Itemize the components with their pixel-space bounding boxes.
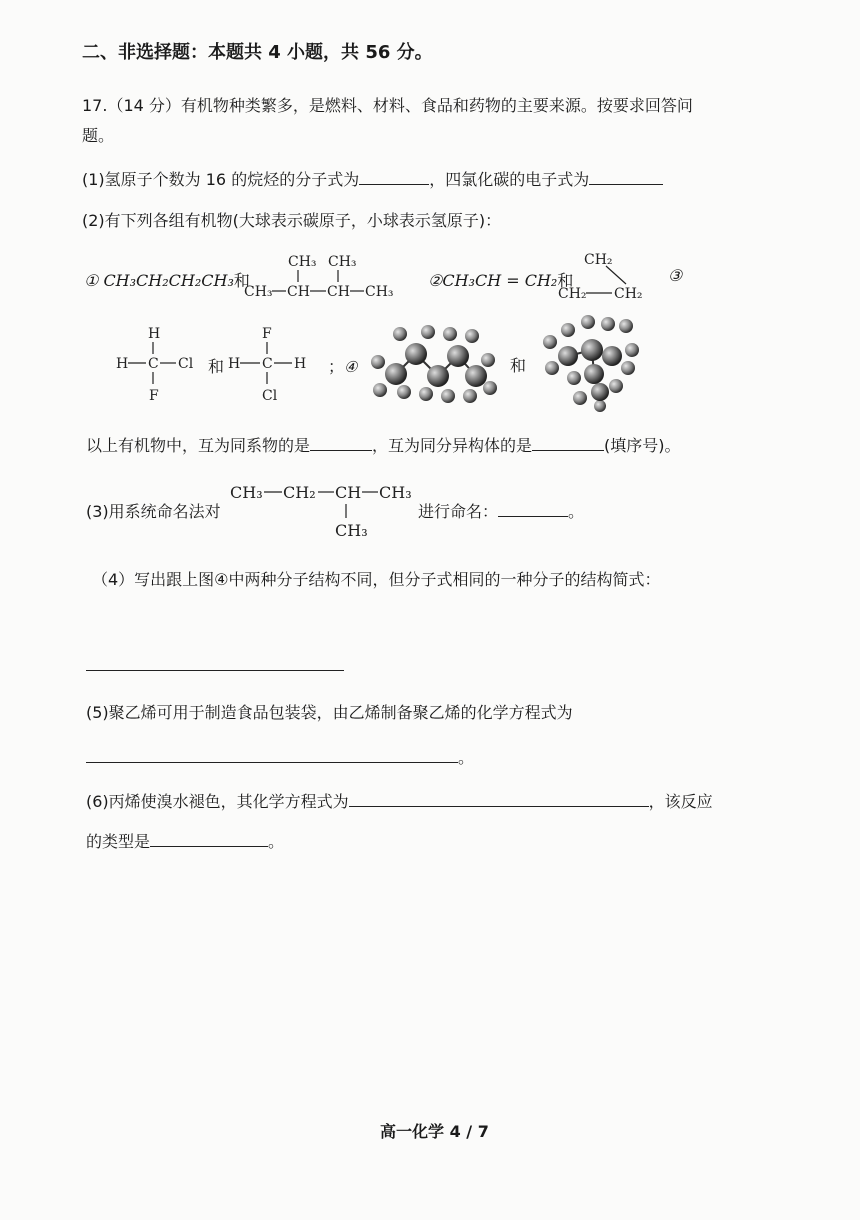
- g2-top: CH₂: [584, 252, 613, 268]
- g3m2-bottom: Cl: [262, 388, 278, 404]
- g3m1-right: Cl: [178, 356, 194, 372]
- q17-part3-text: (3)用系统命名法对: [86, 502, 221, 521]
- q17-intro-line2: 题。: [82, 126, 115, 145]
- h-atom: [421, 325, 435, 339]
- h-atom: [573, 391, 587, 405]
- g3m1-bottom: F: [149, 388, 159, 404]
- g1-branch2: CH₃: [328, 254, 357, 270]
- part6-end: 。: [268, 832, 285, 851]
- group4-number: ④: [344, 358, 358, 376]
- g3m1-left: H: [116, 356, 129, 372]
- c-atom: [581, 339, 603, 361]
- answer-blank-reaction-type[interactable]: [150, 832, 268, 847]
- h-atom: [621, 361, 635, 375]
- h-atom: [609, 379, 623, 393]
- g3m1-top: H: [148, 326, 161, 342]
- h-atom: [397, 385, 411, 399]
- c-atom: [465, 365, 487, 387]
- h-atom: [545, 361, 559, 375]
- g2-left: CH₂: [558, 286, 587, 302]
- part6-text: (6)丙烯使溴水褪色，其化学方程式为: [86, 792, 349, 811]
- c-atom: [602, 346, 622, 366]
- ball-model-2: [538, 312, 642, 412]
- h-atom: [463, 389, 477, 403]
- p3-c3: CH: [335, 483, 362, 502]
- h-atom: [567, 371, 581, 385]
- h-atom: [441, 389, 455, 403]
- group4-sep: ；: [328, 357, 345, 376]
- q17-part1: [82, 170, 663, 190]
- h-atom: [393, 327, 407, 341]
- answer-blank-systematic-name[interactable]: [498, 502, 568, 517]
- q17-part5-text: (5)聚乙烯可用于制造食品包装袋，由乙烯制备聚乙烯的化学方程式为: [86, 703, 573, 722]
- answer-blank-ccl4-electron-formula[interactable]: [589, 170, 663, 185]
- p3-c1: CH₃: [230, 483, 263, 502]
- h-atom: [619, 319, 633, 333]
- p3-c4: CH₃: [379, 483, 412, 502]
- q17-part3-answer: [418, 502, 584, 522]
- q17-intro-line1: 17.（14 分）有机物种类繁多，是燃料、材料、食品和药物的主要来源。按要求回答问: [82, 96, 693, 115]
- answer-line-part4[interactable]: [86, 670, 344, 671]
- q17-part4-text: （4）写出跟上图④中两种分子结构不同，但分子式相同的一种分子的结构简式：: [92, 570, 661, 589]
- c-atom: [558, 346, 578, 366]
- group4-and: 和: [510, 356, 527, 375]
- page-footer: 高一化学 4 / 7: [380, 1122, 489, 1141]
- ball-model-1: [364, 320, 504, 410]
- p3-c2: CH₂: [283, 483, 316, 502]
- p3-branch: CH₃: [335, 521, 368, 540]
- part2-answer-a: 以上有机物中，互为同系物的是: [86, 436, 311, 455]
- h-atom: [561, 323, 575, 337]
- q17-part2: (2)有下列各组有机物(大球表示碳原子，小球表示氢原子)：: [82, 211, 502, 230]
- q17-part2-answer: [86, 436, 681, 456]
- h-atom: [625, 343, 639, 357]
- group1-branched-structure: [240, 248, 400, 308]
- h-atom: [481, 353, 495, 367]
- h-atom: [581, 315, 595, 329]
- h-atom: [594, 400, 606, 412]
- h-atom: [483, 381, 497, 395]
- c-atom: [405, 343, 427, 365]
- answer-blank-isomers[interactable]: [532, 436, 604, 451]
- part3-structure: [228, 478, 418, 544]
- part1-mid: ，四氯化碳的电子式为: [429, 170, 590, 189]
- part3-after: 进行命名：: [418, 502, 499, 521]
- part2-answer-c: (填序号)。: [604, 436, 681, 455]
- group3-molecule1: [112, 322, 202, 404]
- g3m2-top: F: [262, 326, 272, 342]
- g3m2-right: H: [294, 356, 307, 372]
- g1-branch1: CH₃: [288, 254, 317, 270]
- h-atom: [419, 387, 433, 401]
- g1-chain-left: CH₃: [244, 284, 273, 300]
- c-atom: [447, 345, 469, 367]
- group3-number: ③: [667, 266, 683, 285]
- group2-formula: CH₃CH = CH₂: [442, 271, 558, 290]
- c-atom: [385, 363, 407, 385]
- group2-and: 和: [557, 271, 574, 290]
- g1-chain-c2: CH: [327, 284, 350, 300]
- h-atom: [443, 327, 457, 341]
- g3m2-center: C: [262, 356, 273, 372]
- answer-blank-homologs[interactable]: [310, 436, 372, 451]
- group2-formula-line: [428, 268, 573, 291]
- part1-text: (1)氢原子个数为 16 的烷烃的分子式为: [82, 170, 360, 189]
- h-atom: [373, 383, 387, 397]
- h-atom: [371, 355, 385, 369]
- g1-chain-right: CH₃: [365, 284, 394, 300]
- g2-right: CH₂: [614, 286, 643, 302]
- cyclopropane-structure: [556, 248, 646, 304]
- q17-part5-answer: [86, 748, 474, 768]
- q17-part6-line1: [86, 792, 713, 812]
- c-atom: [591, 383, 609, 401]
- part2-answer-b: ，互为同分异构体的是: [372, 436, 533, 455]
- h-atom: [601, 317, 615, 331]
- part5-end: 。: [458, 748, 475, 767]
- q17-part6-line2: [86, 832, 284, 852]
- group1-formula-line: [84, 268, 250, 291]
- g3m2-left: H: [228, 356, 241, 372]
- group4-label: [328, 357, 357, 377]
- group1-and: 和: [233, 271, 250, 290]
- section-title: 二、非选择题：本题共 4 小题，共 56 分。: [82, 42, 433, 63]
- g3m1-center: C: [148, 356, 159, 372]
- group3-and: 和: [208, 357, 225, 376]
- g1-chain-c1: CH: [287, 284, 310, 300]
- answer-blank-propene-equation[interactable]: [349, 792, 649, 807]
- part6-mid: ，该反应: [648, 792, 713, 811]
- group2-number: ②: [428, 271, 443, 290]
- group1-number: ①: [84, 271, 99, 290]
- c-atom: [427, 365, 449, 387]
- group3-molecule2: [224, 322, 314, 404]
- answer-line-part5[interactable]: [86, 748, 458, 763]
- h-atom: [543, 335, 557, 349]
- answer-blank-alkane-formula[interactable]: [359, 170, 429, 185]
- h-atom: [465, 329, 479, 343]
- c-atom: [584, 364, 604, 384]
- part6-line2: 的类型是: [86, 832, 151, 851]
- group1-formula: CH₃CH₂CH₂CH₃: [103, 271, 234, 290]
- part3-end: 。: [568, 502, 585, 521]
